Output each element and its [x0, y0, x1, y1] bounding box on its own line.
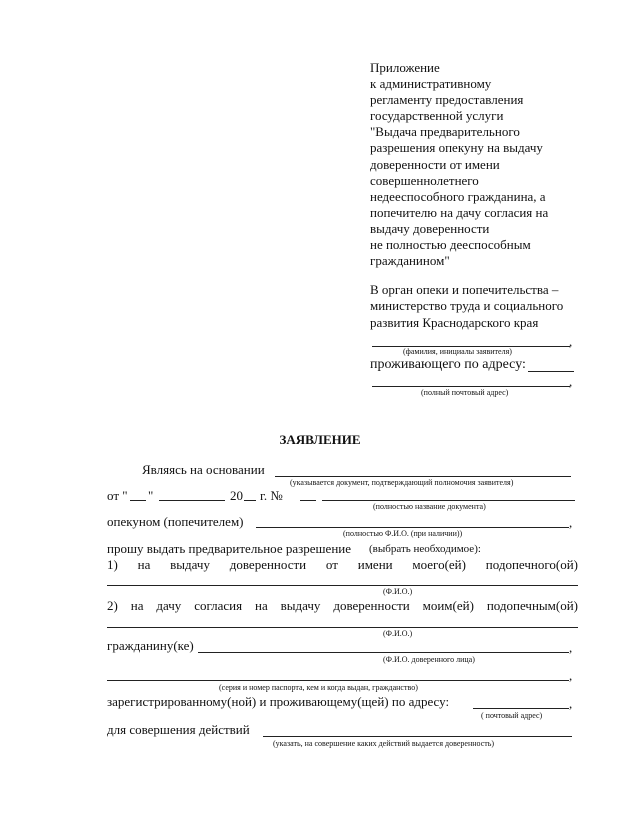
- option-word: на: [255, 598, 268, 613]
- comma: ,: [569, 515, 573, 530]
- actions-line[interactable]: [263, 736, 572, 737]
- appendix-line: "Выдача предварительного: [370, 124, 520, 140]
- number-field[interactable]: [300, 500, 316, 501]
- option-word: 2): [107, 598, 118, 613]
- option-word: дачу: [156, 598, 182, 613]
- year-field[interactable]: [244, 500, 256, 501]
- appendix-header: [370, 60, 548, 269]
- option-word: подопечного(ой): [485, 557, 578, 572]
- residing-line[interactable]: [528, 371, 574, 372]
- option-word: выдачу: [280, 598, 321, 613]
- comma: ,: [569, 696, 573, 711]
- appendix-line: доверенности от имени: [370, 156, 500, 172]
- option-word: на: [137, 557, 151, 572]
- option-2[interactable]: [107, 598, 578, 614]
- trusted-person-line[interactable]: [198, 652, 569, 653]
- appendix-line: Приложение: [370, 60, 440, 75]
- appendix-line: регламенту предоставления: [370, 92, 524, 108]
- appendix-line: недееспособного гражданина, а: [370, 188, 546, 204]
- citizen-label: гражданину(ке): [107, 638, 194, 653]
- option-word: 1): [107, 557, 118, 572]
- ward-name-line-1[interactable]: [107, 585, 578, 586]
- actions-hint: (указать, на совершение каких действий выдается доверенность): [273, 739, 495, 748]
- option-word: моего(ей): [412, 557, 466, 572]
- fio-hint-1: (Ф.И.О.): [383, 587, 413, 596]
- option-word: от: [325, 557, 338, 572]
- applicant-hint: (фамилия, инициалы заявителя): [403, 347, 512, 356]
- actions-label: для совершения действий: [107, 722, 250, 737]
- appendix-line: гражданином": [370, 253, 450, 269]
- appendix-line: совершеннолетнего: [370, 172, 479, 188]
- guardian-label: опекуном (попечителем): [107, 514, 244, 529]
- option-word: согласия: [194, 598, 243, 613]
- document-title: ЗАЯВЛЕНИЕ: [279, 432, 361, 447]
- doc-name-hint: (полностью название документа): [373, 502, 486, 511]
- basis-label: Являясь на основании: [142, 462, 265, 477]
- number-label: г. №: [260, 488, 283, 503]
- comma: ,: [569, 334, 573, 349]
- month-field[interactable]: [159, 500, 225, 501]
- guardian-hint: (полностью Ф.И.О. (при наличии)): [343, 529, 463, 538]
- option-word: моим(ей): [422, 598, 474, 613]
- recipient-line: министерство труда и социального: [370, 298, 564, 314]
- option-word: выдачу: [170, 557, 210, 572]
- year-prefix: 20: [230, 488, 243, 503]
- comma: ,: [569, 668, 573, 683]
- residing-label: проживающего по адресу:: [370, 357, 526, 372]
- option-word: доверенности: [333, 598, 410, 613]
- comma: ,: [569, 374, 573, 389]
- quote-close: ": [148, 488, 154, 503]
- appendix-line: разрешения опекуну на выдачу: [370, 140, 543, 156]
- from-label: от ": [107, 488, 128, 503]
- appendix-line: попечителю на дачу согласия на: [370, 204, 549, 220]
- address-hint: (полный почтовый адрес): [421, 388, 509, 397]
- option-word: подопечным(ой): [486, 598, 578, 613]
- passport-line[interactable]: [107, 680, 569, 681]
- ward-name-line-2[interactable]: [107, 627, 578, 628]
- option-word: на: [130, 598, 144, 613]
- appendix-line: государственной услуги: [370, 108, 504, 124]
- guardian-line[interactable]: [256, 527, 569, 528]
- recipient-line: развития Краснодарского края: [370, 314, 539, 330]
- appendix-line: выдачу доверенности: [370, 220, 490, 236]
- recipient-block: [370, 282, 563, 331]
- day-field[interactable]: [130, 500, 146, 501]
- address-line[interactable]: [372, 386, 570, 387]
- registered-label: зарегистрированному(ной) и проживающему(щей) по адресу:: [107, 694, 450, 709]
- option-word: имени: [357, 557, 393, 572]
- request-choice: (выбрать необходимое):: [369, 543, 481, 555]
- request-text: прошу выдать предварительное разрешение: [107, 541, 352, 556]
- postal-hint: ( почтовый адрес): [481, 711, 543, 720]
- option-1[interactable]: [107, 557, 578, 573]
- postal-address-line[interactable]: [473, 708, 569, 709]
- basis-hint: (указывается документ, подтверждающий полномочия заявителя): [290, 478, 514, 487]
- fio-hint-2: (Ф.И.О.): [383, 629, 413, 638]
- recipient-line: В орган опеки и попечительства –: [370, 282, 559, 297]
- comma: ,: [569, 640, 573, 655]
- trusted-hint: (Ф.И.О. доверенного лица): [383, 655, 475, 664]
- document-name-line[interactable]: [322, 500, 575, 501]
- appendix-line: не полностью дееспособным: [370, 237, 531, 253]
- appendix-line: к административному: [370, 76, 492, 92]
- basis-line[interactable]: [275, 476, 571, 477]
- passport-hint: (серия и номер паспорта, кем и когда выдан, гражданство): [219, 683, 418, 692]
- option-word: доверенности: [229, 557, 307, 572]
